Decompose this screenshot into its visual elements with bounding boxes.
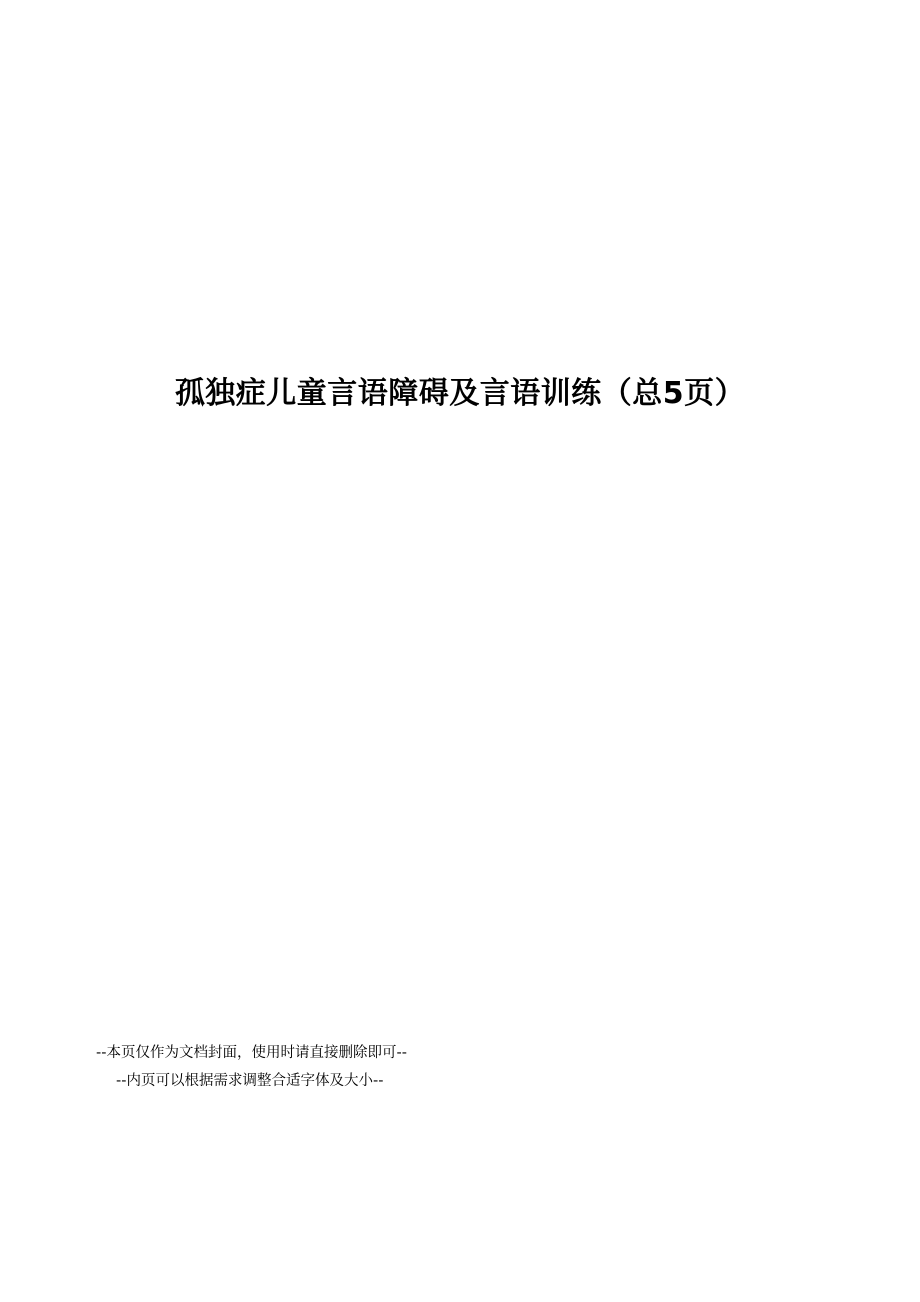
page-title: 孤独症儿童言语障碍及言语训练（总5页） xyxy=(174,376,746,412)
cover-note-line-1: --本页仅作为文档封面，使用时请直接删除即可-- xyxy=(96,1045,407,1061)
cover-note-line-2: --内页可以根据需求调整合适字体及大小-- xyxy=(116,1072,384,1089)
cover-footer-note xyxy=(96,1040,796,1095)
